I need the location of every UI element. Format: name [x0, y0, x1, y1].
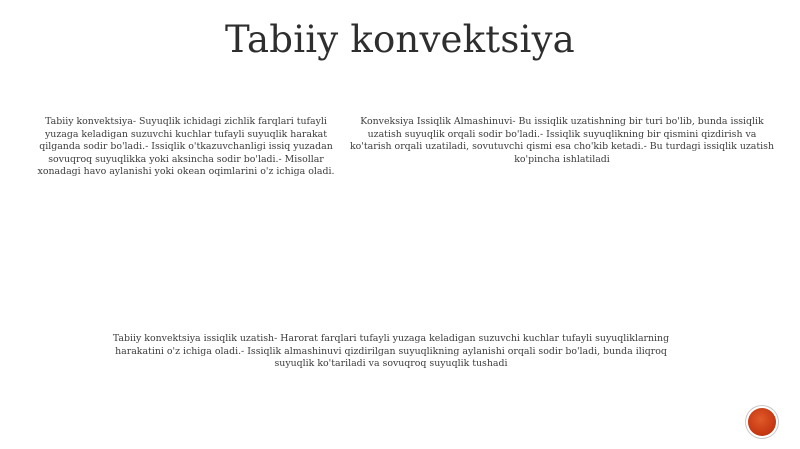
text-block-right: Konveksiya Issiqlik Almashinuvi- Bu issiqlik uzatishning bir turi bo'lib, bunda issiqlik uzatish suyuqlik orqali sodir bo'ladi.- Issiqlik suyuqlikning bir qismini qizdirish va ko'tarish orqali uzatiladi, sovutuvchi qismi esa cho'kib ketadi.- Bu turdagi issiqlik uzatish ko'pincha ishlatiladi [349, 116, 774, 165]
slide-title: Tabiiy konvektsiya [225, 18, 575, 61]
text-block-bottom: Tabiiy konvektsiya issiqlik uzatish- Harorat farqlari tufayli yuzaga keladigan suzuvchi kuchlar tufayli suyuqliklarning harakatini o'z ichiga oladi.- Issiqlik almashinuvi qizdirilgan suyuqlikning aylanishi orqali sodir bo'ladi, bunda iliqroq suyuqlik ko'tariladi va sovuqroq suyuqlik tushadi [112, 333, 670, 370]
text-block-left: Tabiiy konvektsiya- Suyuqlik ichidagi zichlik farqlari tufayli yuzaga keladigan suzuvchi kuchlar tufayli suyuqlik harakat qilganda sodir bo'ladi.- Issiqlik o'tkazuvchanligi issiq yuzadan sovuqroq suyuqlikka yoki aksincha sodir bo'ladi.- Misollar xonadagi havo aylanishi yoki okean oqimlarini o'z ichiga oladi. [37, 116, 335, 178]
next-slide-button[interactable] [748, 408, 776, 436]
